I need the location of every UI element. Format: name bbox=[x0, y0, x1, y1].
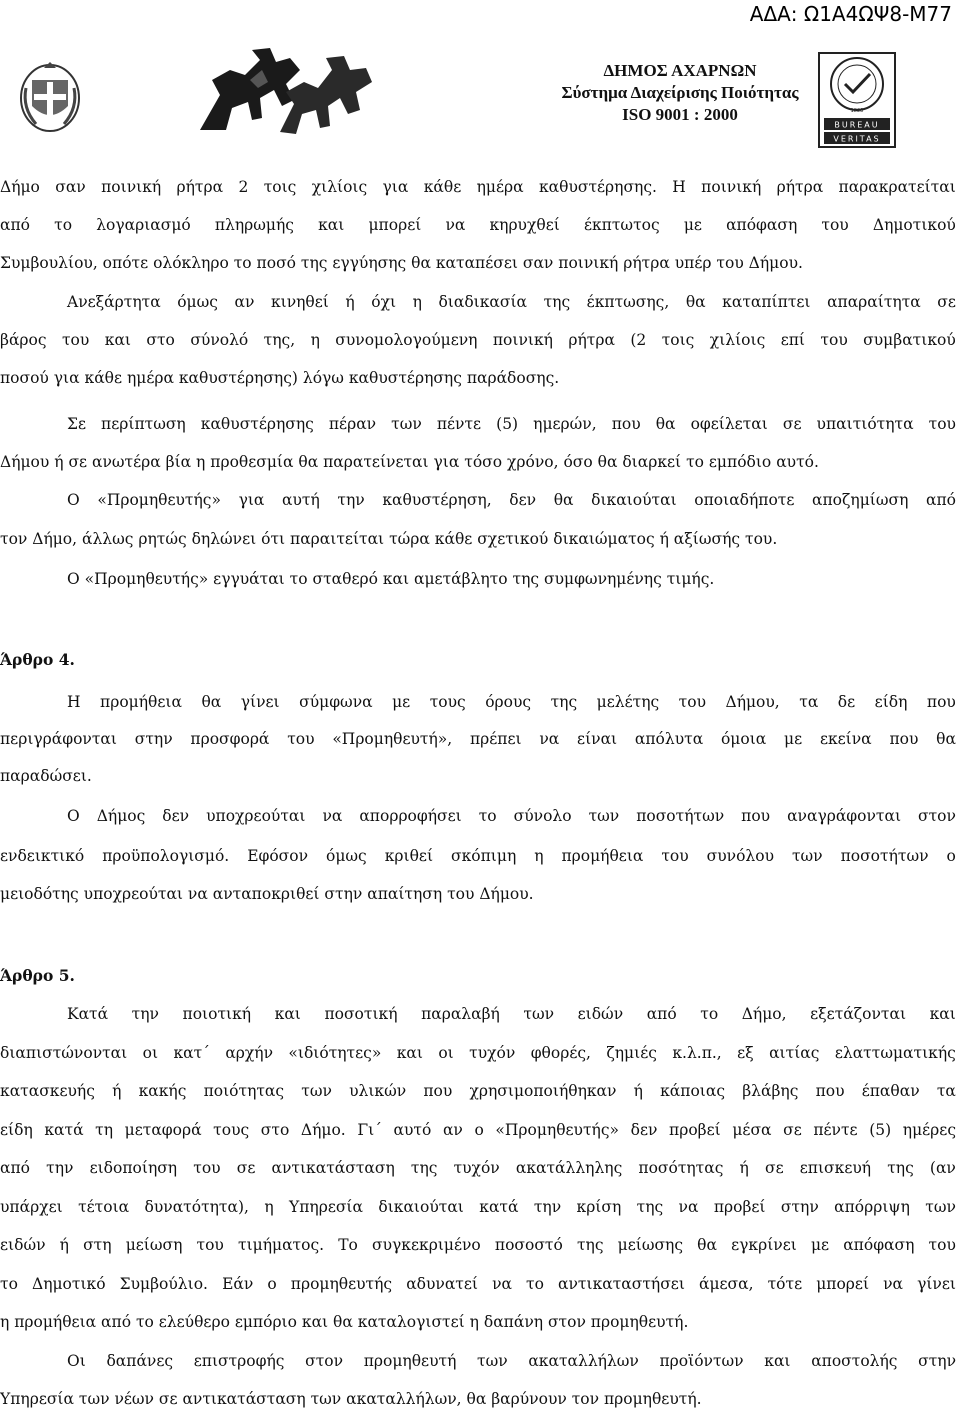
text-line: το Δημοτικό Συμβούλιο. Εάν ο προμηθευτής αδυνατεί να το αντικαταστήσει άμεσα, τότε μπορεί να γίνει bbox=[0, 1275, 956, 1293]
text-line: Ο «Προμηθευτής» για αυτή την καθυστέρηση, δεν θα δικαιούται οποιαδήποτε αποζημίωση από bbox=[67, 491, 956, 509]
text-line: Συμβουλίου, οπότε ολόκληρο το ποσό της εγγύησης θα καταπέσει σαν ποινική ρήτρα υπέρ του Δήμου. bbox=[0, 254, 803, 272]
text-line: διαπιστώνονται οι κατ΄ αρχήν «ιδιότητες» και οι τυχόν φθορές, ζημιές κ.λ.π., εξ αιτίας ελαττωματικής bbox=[0, 1044, 956, 1062]
text-line: Ο «Προμηθευτής» εγγυάται το σταθερό και αμετάβλητο της συμφωνημένης τιμής. bbox=[67, 570, 715, 588]
text-line: Σε περίπτωση καθυστέρησης πέραν των πέντε (5) ημερών, που θα οφείλεται σε υπαιτιότητα του bbox=[67, 415, 956, 433]
text-line: κατασκευής ή κακής ποιότητας των υλικών που χρησιμοποιήθηκαν ή κάποιας βλάβης που έπαθαν τα bbox=[0, 1082, 956, 1100]
bureau-veritas-seal-icon bbox=[818, 52, 896, 148]
article-5-heading: Άρθρο 5. bbox=[0, 966, 75, 985]
letterhead-text bbox=[520, 60, 840, 126]
ada-code: ΑΔΑ: Ω1Α4ΩΨ8-Μ77 bbox=[749, 2, 952, 26]
text-line: παραδώσει. bbox=[0, 767, 92, 785]
text-line: από την ειδοποίηση του σε αντικατάσταση της τυχόν ακατάλληλης ποσότητας ή σε επισκευή της (αν bbox=[0, 1159, 956, 1177]
bv-year-text: 1828 bbox=[850, 108, 864, 114]
text-line: Ο Δήμος δεν υποχρεούται να απορροφήσει το σύνολο των ποσοτήτων που αναγράφονται στον bbox=[67, 807, 956, 825]
text-line: Δήμο σαν ποινική ρήτρα 2 τοις χιλίοις για κάθε ημέρα καθυστέρησης. Η ποινική ρήτρα παρακρατείται bbox=[0, 178, 956, 196]
text-line: μειοδότης υποχρεούται να ανταποκριθεί στην απαίτηση του Δήμου. bbox=[0, 885, 534, 903]
text-line: Ανεξάρτητα όμως αν κινηθεί ή όχι η διαδικασία της έκπτωσης, θα καταπίπτει απαραίτητα σε bbox=[67, 293, 956, 311]
text-line: υπάρχει τέτοια δυνατότητα), η Υπηρεσία δικαιούται κατά την κρίση της να προβεί στην απόρριψη των bbox=[0, 1198, 956, 1216]
greek-emblem-icon bbox=[18, 58, 82, 134]
letterhead bbox=[0, 40, 960, 150]
horses-logo-icon bbox=[190, 40, 380, 140]
text-line: Οι δαπάνες επιστροφής στον προμηθευτή των ακαταλλήλων προϊόντων και αποστολής στην bbox=[67, 1352, 956, 1370]
text-line: βάρος του και στο σύνολό της, η συνομολογούμενη ποινική ρήτρα (2 τοις χιλίοις επί του συμβατικού bbox=[0, 331, 956, 349]
text-line: από το λογαριασμό πληρωμής και μπορεί να κηρυχθεί έκπτωτος με απόφαση του Δημοτικού bbox=[0, 216, 956, 234]
text-line: Υπηρεσία των νέων σε αντικατάσταση των ακαταλλήλων, θα βαρύνουν τον προμηθευτή. bbox=[0, 1390, 702, 1408]
bv-bureau-text: BUREAU bbox=[834, 120, 880, 130]
text-line: ποσού για κάθε ημέρα καθυστέρησης) λόγω καθυστέρησης παράδοσης. bbox=[0, 369, 560, 387]
bureau-veritas-logo bbox=[818, 52, 896, 148]
text-line: ειδών ή στη μείωση του τιμήματος. Το συγκεκριμένο ποσοστό της μείωσης θα εγκρίνει με απόφαση του bbox=[0, 1236, 956, 1254]
text-line: Η προμήθεια θα γίνει σύμφωνα με τους όρους της μελέτης του Δήμου, τα δε είδη που bbox=[67, 693, 956, 711]
org-name: ΔΗΜΟΣ ΑΧΑΡΝΩΝ bbox=[603, 61, 757, 80]
text-line: περιγράφονται στην προσφορά του «Προμηθευτή», πρέπει να είναι απόλυτα όμοια με εκείνα που θα bbox=[0, 730, 956, 748]
text-line: η προμήθεια από το ελεύθερο εμπόριο και θα καταλογιστεί η δαπάνη στον προμηθευτή. bbox=[0, 1313, 689, 1331]
text-line: ενδεικτικό προϋπολογισμό. Εφόσον όμως κριθεί σκόπιμη η προμήθεια του συνόλου των ποσοτήτων ο bbox=[0, 847, 956, 865]
iso-standard: ISO 9001 : 2000 bbox=[622, 105, 738, 124]
quality-system: Σύστημα Διαχείρισης Ποιότητας bbox=[561, 83, 799, 102]
text-line: είδη κατά τη μεταφορά τους στο Δήμο. Γι΄ αυτό αν ο «Προμηθευτής» δεν προβεί μέσα σε πέντε (5) ημέρες bbox=[0, 1121, 956, 1139]
text-line: Κατά την ποιοτική και ποσοτική παραλαβή των ειδών από το Δήμο, εξετάζονται και bbox=[67, 1005, 956, 1023]
text-line: τον Δήμο, άλλως ρητώς δηλώνει ότι παραιτείται τώρα κάθε σχετικού δικαιώματος ή αξίωσής του. bbox=[0, 530, 778, 548]
text-line: Δήμου ή σε ανωτέρα βία η προθεσμία θα παρατείνεται για τόσο χρόνο, όσο θα διαρκεί το εμπόδιο αυτό. bbox=[0, 453, 819, 471]
article-4-heading: Άρθρο 4. bbox=[0, 650, 75, 669]
bv-veritas-text: VERITAS bbox=[833, 134, 881, 144]
